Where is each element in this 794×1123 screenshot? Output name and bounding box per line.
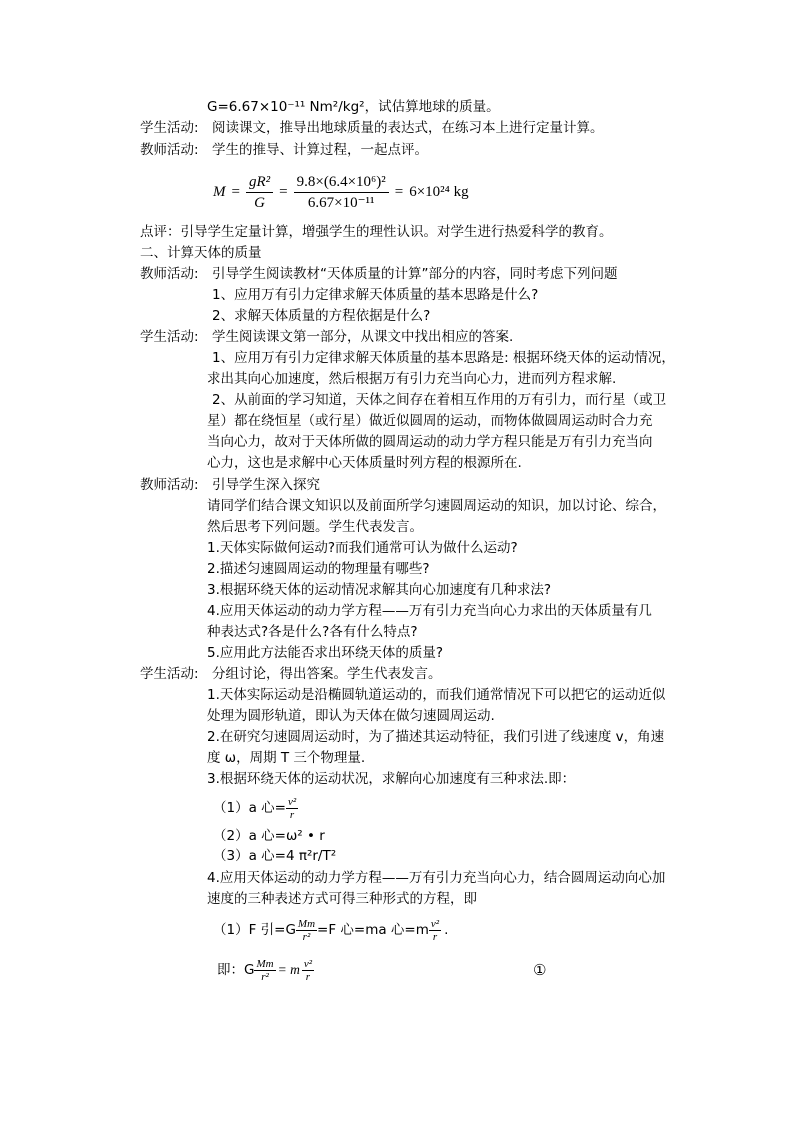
teacher-question-5: 5.应用此方法能否求出环绕天体的质量? bbox=[207, 645, 444, 661]
teacher-question-4-line-2: 种表达式?各是什么?各有什么特点? bbox=[207, 624, 418, 640]
teacher-activity-text: 学生的推导、计算过程，一起点评。 bbox=[212, 142, 428, 158]
teacher-question-4-line-1: 4.应用天体运动的动力学方程——万有引力充当向心力求出的天体质量有几 bbox=[207, 603, 652, 619]
student-answer-4-line-1: 4.应用天体运动的动力学方程——万有引力充当向心力，结合圆周运动向心加 bbox=[207, 870, 666, 886]
eq1-fraction-1: $\frac{Mm}{\text{r²}}$ bbox=[297, 917, 316, 943]
answer-2-line-4: 心力，这也是求解中心天体质量时列方程的根源所在. bbox=[207, 455, 522, 471]
answer-2-line-3: 当向心力，故对于天体所做的圆周运动的动力学方程只能是万有引力充当向 bbox=[207, 434, 653, 450]
acceleration-formula-3: （3）a 心=4 π²r/T² bbox=[213, 848, 337, 864]
question-2: 2、求解天体质量的方程依据是什么? bbox=[212, 308, 431, 324]
acc1-fraction: $\frac{\text{v²}}{r}$ bbox=[287, 795, 297, 821]
discussion-line-1: 请同学们结合课文知识以及前面所学匀速圆周运动的知识，加以讨论、综合， bbox=[207, 498, 666, 514]
eq-result: 6×10²⁴ kg bbox=[409, 184, 469, 200]
gravitation-equation-1: （1）F 引=G $\frac{Mm}{\text{r²}}$ =F 心=ma 心=m $\frac{\text{v²}}{r}$ . bbox=[213, 917, 449, 943]
answer-2-line-2: 星）都在绕恒星（或行星）做近似圆周的运动，而物体做圆周运动时合力充 bbox=[207, 413, 653, 429]
eq1b-fraction-1: $\frac{Mm}{\text{r²}}$ bbox=[256, 957, 274, 983]
eq-fraction-1: $\frac{\text{gR²}}{G}$ bbox=[246, 172, 273, 213]
student-activity-tag: 学生活动: bbox=[140, 120, 199, 136]
eq-lhs: M bbox=[213, 184, 226, 200]
teacher-activity-tag-3: 教师活动: bbox=[140, 477, 199, 493]
answer-2-line-1: 2、从前面的学习知道，天体之间存在着相互作用的万有引力，而行星（或卫 bbox=[212, 392, 667, 408]
teacher-question-1: 1.天体实际做何运动?而我们通常可认为做什么运动? bbox=[207, 540, 518, 556]
student-answer-2-line-2: 度 ω，周期 T 三个物理量. bbox=[207, 750, 366, 766]
answer-1-line-1: 1、应用万有引力定律求解天体质量的基本思路是: 根据环绕天体的运动情况， bbox=[212, 350, 675, 366]
intro-line: G=6.67×10⁻¹¹ Nm²/kg²，试估算地球的质量。 bbox=[207, 99, 500, 115]
teacher-activity-tag-2: 教师活动: bbox=[140, 266, 199, 282]
student-answer-2-line-1: 2.在研究匀速圆周运动时，为了描述其运动特征，我们引进了线速度 v，角速 bbox=[207, 729, 665, 745]
comment: 点评：引导学生定量计算，增强学生的理性认识。对学生进行热爱科学的教育。 bbox=[140, 224, 613, 240]
student-answer-1-line-2: 处理为圆形轨道，即认为天体在做匀速圆周运动. bbox=[207, 708, 495, 724]
eq1-fraction-2: $\frac{\text{v²}}{r}$ bbox=[430, 917, 440, 943]
student-answer-4-line-2: 速度的三种表述方式可得三种形式的方程，即 bbox=[207, 891, 477, 907]
student-activity-text: 阅读课文，推导出地球质量的表达式，在练习本上进行定量计算。 bbox=[212, 120, 604, 136]
student-activity-text-2: 学生阅读课文第一部分，从课文中找出相应的答案. bbox=[212, 329, 514, 345]
teacher-activity-tag: 教师活动: bbox=[140, 142, 199, 158]
acceleration-formula-1: （1）a 心= $\frac{\text{v²}}{r}$ bbox=[213, 795, 297, 821]
section-heading: 二、计算天体的质量 bbox=[140, 245, 262, 261]
eq1b-fraction-2: $\frac{\text{v²}}{r}$ bbox=[303, 957, 312, 983]
discussion-line-2: 然后思考下列问题。学生代表发言。 bbox=[207, 519, 423, 535]
gravitation-equation-1b: 即：G $\frac{Mm}{\text{r²}}$ = m $\frac{\text{v²}}{r}$ bbox=[217, 957, 312, 983]
acceleration-formula-2: （2）a 心=ω² • r bbox=[213, 828, 325, 844]
answer-1-line-2: 求出其向心加速度，然后根据万有引力充当向心力，进而列方程求解. bbox=[207, 371, 617, 387]
student-activity-text-3: 分组讨论，得出答案。学生代表发言。 bbox=[212, 666, 442, 682]
student-activity-tag-2: 学生活动: bbox=[140, 329, 199, 345]
eq-fraction-2: $\frac{\text{9.8×(6.4×10⁶)²}}{\text{6.67×10⁻¹¹}}$ bbox=[294, 172, 389, 213]
earth-mass-equation: M = $\frac{\text{gR²}}{G}$ = $\frac{\text{9.8×(6.4×10⁶)²}}{\text{6.67×10⁻¹¹}}$ = 6×10²⁴ kg bbox=[213, 173, 469, 211]
question-1: 1、应用万有引力定律求解天体质量的基本思路是什么? bbox=[212, 287, 539, 303]
equation-mark: ① bbox=[533, 961, 547, 979]
student-activity-tag-3: 学生活动: bbox=[140, 666, 199, 682]
student-answer-1-line-1: 1.天体实际运动是沿椭圆轨道运动的，而我们通常情况下可以把它的运动近似 bbox=[207, 687, 666, 703]
teacher-activity-text-3: 引导学生深入探究 bbox=[212, 477, 320, 493]
student-answer-3: 3.根据环绕天体的运动状况，求解向心加速度有三种求法.即： bbox=[207, 771, 576, 787]
teacher-activity-text-2: 引导学生阅读教材“天体质量的计算”部分的内容，同时考虑下列问题 bbox=[212, 266, 618, 282]
teacher-question-3: 3.根据环绕天体的运动情况求解其向心加速度有几种求法? bbox=[207, 582, 552, 598]
teacher-question-2: 2.描述匀速圆周运动的物理量有哪些? bbox=[207, 561, 430, 577]
